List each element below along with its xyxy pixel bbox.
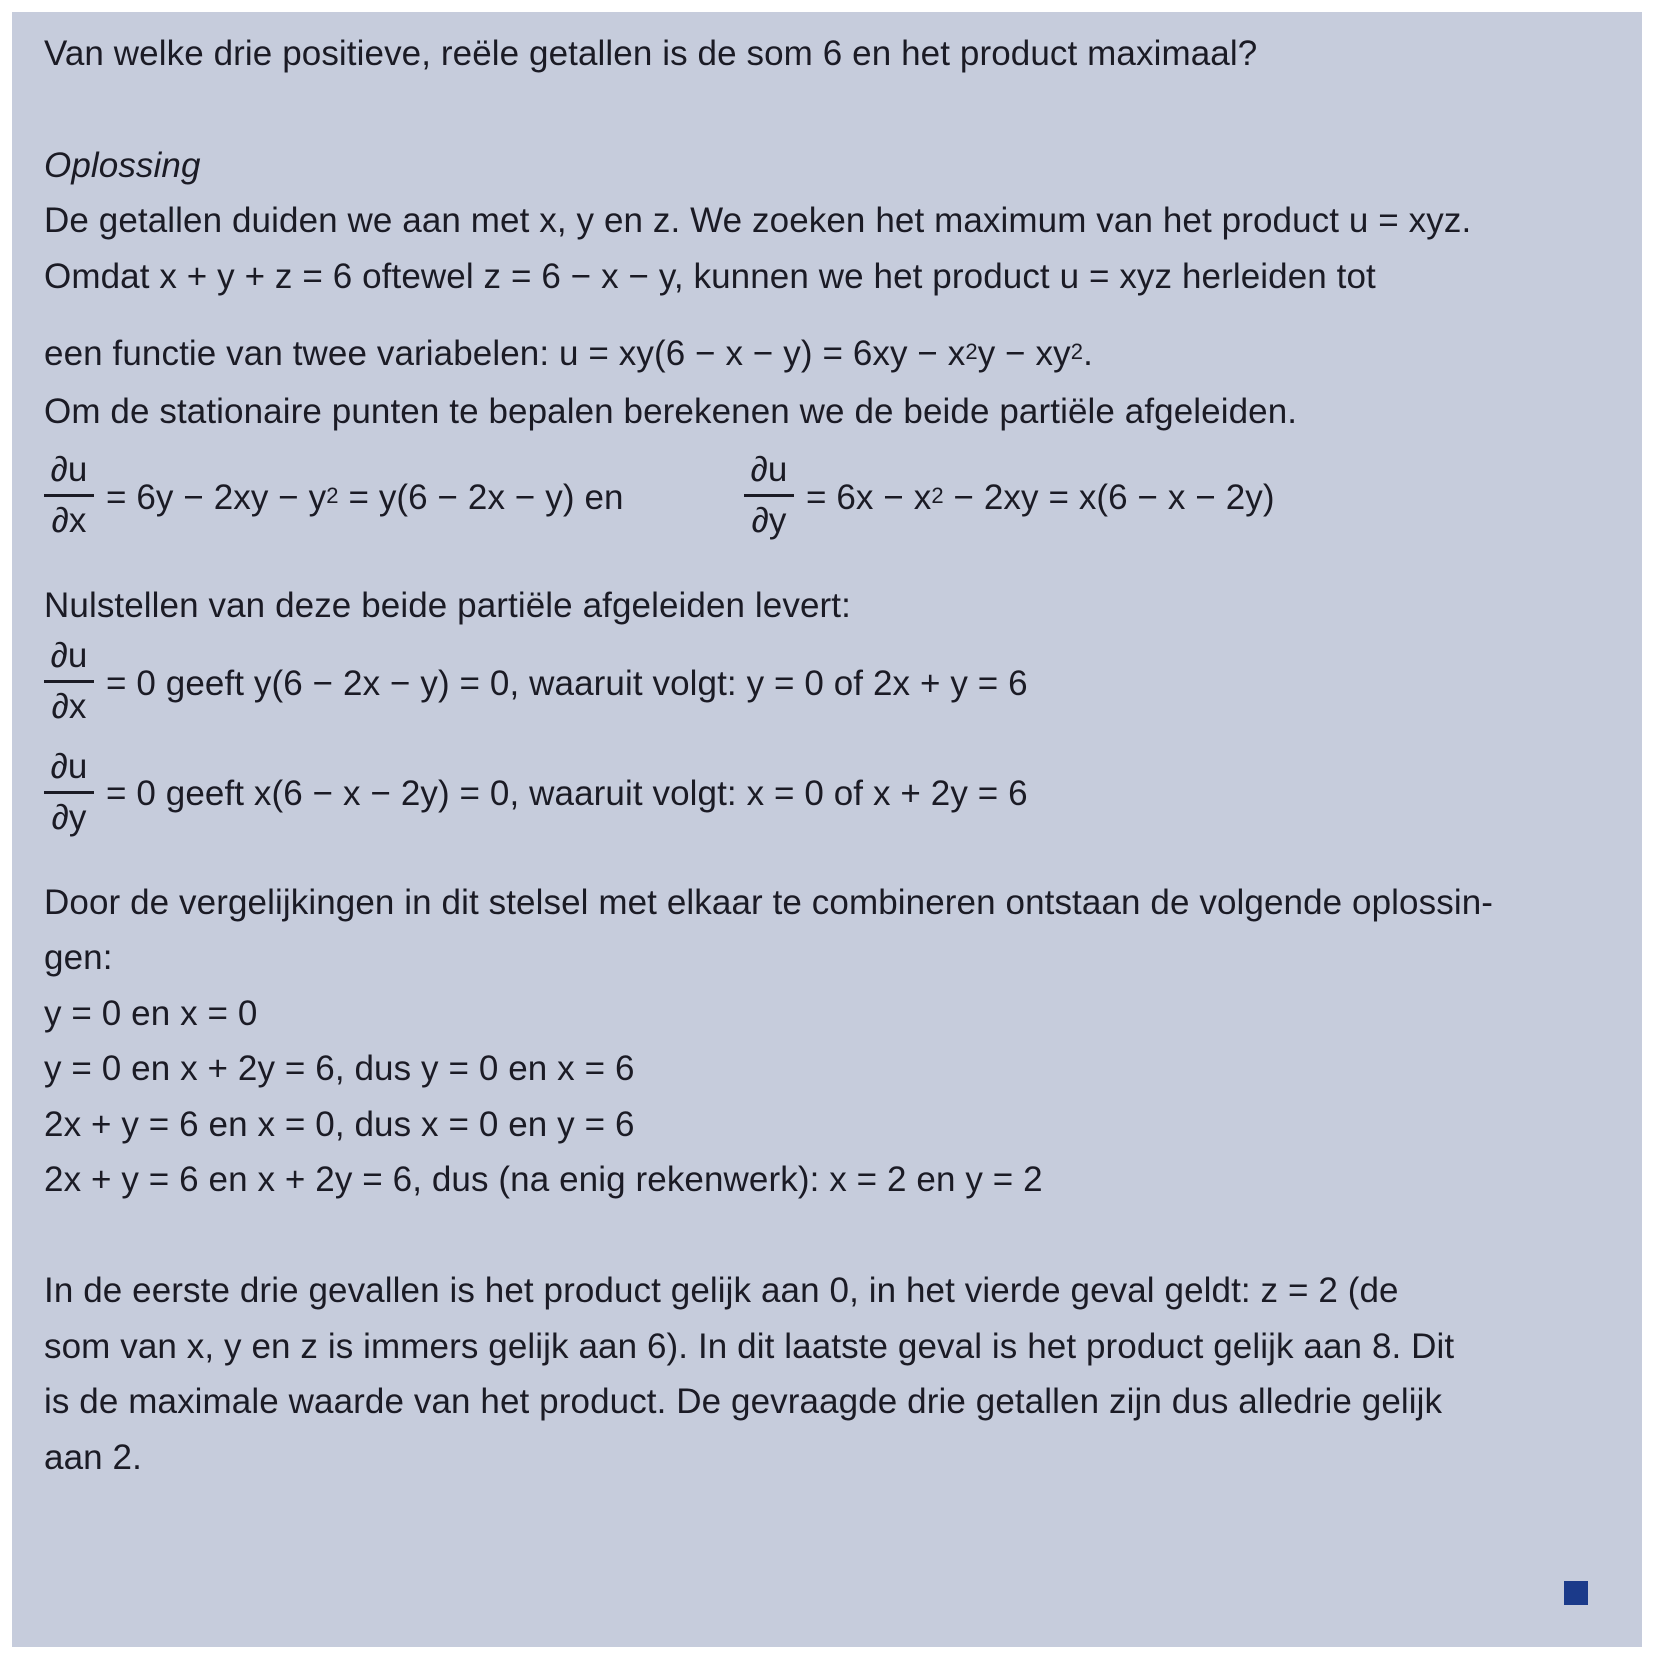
line3-part-a: een functie van twee variabelen: u = xy(6 − x − y) = 6xy − x bbox=[44, 334, 966, 373]
zero2-text: = 0 geeft x(6 − x − 2y) = 0, waaruit volgt: x = 0 of x + 2y = 6 bbox=[106, 774, 1028, 813]
deriv-y-part-b: − 2xy = x(6 − x − 2y) bbox=[943, 478, 1275, 517]
combine-line1: Door de vergelijkingen in dit stelsel met elkaar te combineren ontstaan de volgende oplossin- bbox=[44, 883, 1494, 922]
combine-line2: gen: bbox=[44, 938, 113, 977]
fraction-denominator: ∂y bbox=[51, 798, 87, 837]
para1-line2: Omdat x + y + z = 6 oftewel z = 6 − x − y, kunnen we het product u = xyz herleiden tot bbox=[44, 257, 1376, 296]
deriv-x-sup: 2 bbox=[326, 483, 339, 508]
line3-sup2: 2 bbox=[1070, 339, 1084, 364]
fraction-bar bbox=[44, 680, 94, 683]
zero2-fraction bbox=[44, 747, 94, 838]
zero1-text: = 0 geeft y(6 − 2x − y) = 0, waaruit volgt: y = 0 of 2x + y = 6 bbox=[106, 664, 1028, 703]
para1-line4: Om de stationaire punten te bepalen berekenen we de beide partiële afgeleiden. bbox=[44, 392, 1298, 431]
conclusion-line4: aan 2. bbox=[44, 1438, 142, 1477]
fraction-numerator: ∂u bbox=[50, 636, 88, 675]
derivative-x-expression bbox=[106, 478, 624, 518]
partial-u-x-fraction bbox=[44, 450, 94, 541]
heading-oplossing: Oplossing bbox=[44, 146, 201, 185]
line3-sup1: 2 bbox=[965, 339, 978, 364]
case-4: 2x + y = 6 en x + 2y = 6, dus (na enig rekenwerk): x = 2 en y = 2 bbox=[44, 1160, 1043, 1199]
deriv-y-sup: 2 bbox=[931, 483, 944, 508]
fraction-denominator: ∂x bbox=[51, 687, 87, 726]
textbook-box bbox=[12, 12, 1642, 1647]
line3-part-e: . bbox=[1083, 334, 1093, 373]
fraction-numerator: ∂u bbox=[50, 747, 88, 786]
line3-part-c: y − xy bbox=[977, 334, 1071, 373]
deriv-y-part-a: = 6x − x bbox=[806, 478, 932, 517]
fraction-bar bbox=[744, 494, 794, 497]
fraction-bar bbox=[44, 494, 94, 497]
derivative-y-expression bbox=[806, 478, 1275, 518]
deriv-x-part-a: = 6y − 2xy − y bbox=[106, 478, 327, 517]
conclusion-line2: som van x, y en z is immers gelijk aan 6). In dit laatste geval is het product gelijk aan 8. Dit bbox=[44, 1327, 1455, 1366]
case-2: y = 0 en x + 2y = 6, dus y = 0 en x = 6 bbox=[44, 1049, 635, 1088]
case-1: y = 0 en x = 0 bbox=[44, 994, 258, 1033]
zero1-fraction bbox=[44, 636, 94, 727]
fraction-bar bbox=[44, 791, 94, 794]
fraction-denominator: ∂x bbox=[51, 501, 87, 540]
end-of-example-square-icon bbox=[1564, 1581, 1588, 1605]
fraction-numerator: ∂u bbox=[750, 450, 788, 489]
fraction-numerator: ∂u bbox=[50, 450, 88, 489]
question-text: Van welke drie positieve, reële getallen is de som 6 en het product maximaal? bbox=[44, 34, 1258, 73]
case-3: 2x + y = 6 en x = 0, dus x = 0 en y = 6 bbox=[44, 1105, 635, 1144]
conclusion-line1: In de eerste drie gevallen is het product gelijk aan 0, in het vierde geval geldt: z = 2 (de bbox=[44, 1271, 1399, 1310]
fraction-denominator: ∂y bbox=[751, 501, 787, 540]
para1-line1: De getallen duiden we aan met x, y en z. We zoeken het maximum van het product u = xyz. bbox=[44, 201, 1472, 240]
conclusion-line3: is de maximale waarde van het product. De gevraagde drie getallen zijn dus alledrie gelijk bbox=[44, 1382, 1443, 1421]
deriv-x-part-b: = y(6 − 2x − y) en bbox=[338, 478, 624, 517]
para1-line3 bbox=[44, 334, 1093, 374]
partial-u-y-fraction bbox=[744, 450, 794, 541]
zero-intro: Nulstellen van deze beide partiële afgeleiden levert: bbox=[44, 586, 851, 625]
